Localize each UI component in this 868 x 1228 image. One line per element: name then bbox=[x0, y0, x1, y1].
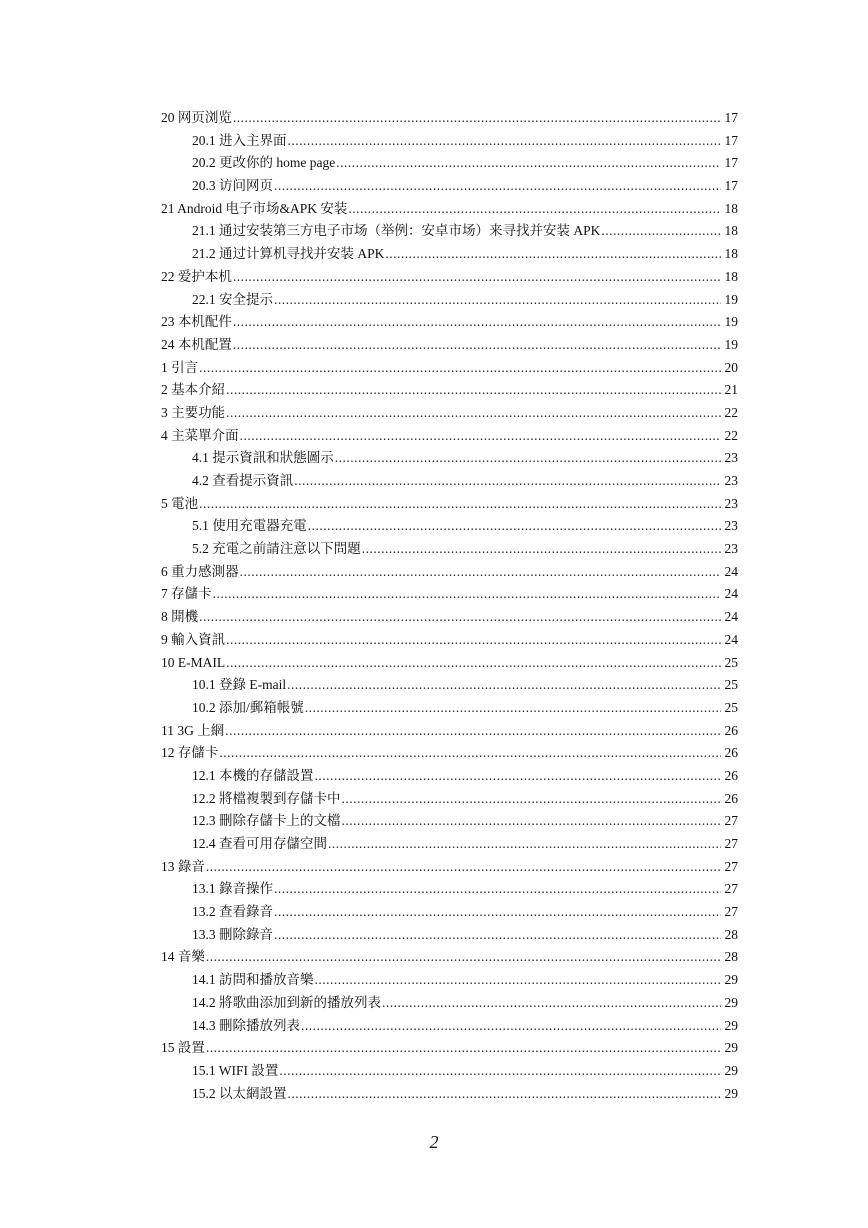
toc-dot-leader bbox=[385, 243, 721, 266]
toc-entry-title: 20.1 进入主界面 bbox=[192, 132, 287, 148]
toc-entry-page: 23 bbox=[724, 541, 738, 557]
toc-entry-title: 12.3 刪除存儲卡上的文檔 bbox=[192, 813, 341, 829]
toc-entry-title: 10.2 添加/郵箱帳號 bbox=[192, 699, 304, 715]
toc-dot-leader bbox=[274, 924, 721, 947]
toc-entry-page: 25 bbox=[724, 699, 738, 715]
toc-dot-leader bbox=[288, 1083, 722, 1106]
toc-entry[interactable] bbox=[161, 674, 738, 697]
toc-entry-page: 23 bbox=[724, 473, 738, 488]
toc-entry-page: 22 bbox=[724, 427, 738, 443]
toc-dot-leader bbox=[342, 810, 722, 833]
toc-entry[interactable] bbox=[161, 152, 738, 175]
toc-dot-leader bbox=[225, 720, 721, 743]
toc-dot-leader bbox=[226, 652, 721, 675]
toc-dot-leader bbox=[233, 107, 721, 130]
toc-entry-title: 12.4 查看可用存儲空間 bbox=[192, 836, 327, 851]
toc-entry[interactable] bbox=[161, 447, 738, 470]
toc-entry[interactable] bbox=[161, 107, 738, 130]
toc-entry[interactable] bbox=[161, 901, 738, 924]
toc-entry-page: 25 bbox=[724, 654, 738, 670]
toc-dot-leader bbox=[342, 788, 722, 811]
toc-entry-title: 14.3 刪除播放列表 bbox=[192, 1017, 300, 1033]
toc-entry[interactable] bbox=[161, 810, 738, 833]
toc-entry[interactable] bbox=[161, 561, 738, 584]
toc-entry[interactable] bbox=[161, 742, 738, 765]
toc-dot-leader bbox=[206, 946, 721, 969]
table-of-contents bbox=[161, 107, 738, 1105]
toc-dot-leader bbox=[308, 515, 721, 538]
toc-entry-page: 29 bbox=[724, 994, 738, 1010]
toc-entry-page: 17 bbox=[724, 110, 738, 125]
toc-entry[interactable] bbox=[161, 175, 738, 198]
toc-entry-page: 29 bbox=[724, 1062, 738, 1078]
toc-entry-page: 29 bbox=[724, 1040, 738, 1056]
toc-entry-title: 10 E-MAIL bbox=[161, 654, 226, 670]
toc-entry[interactable] bbox=[161, 765, 738, 788]
toc-dot-leader bbox=[294, 470, 721, 493]
toc-entry-page: 27 bbox=[724, 836, 738, 851]
toc-entry[interactable] bbox=[161, 1015, 738, 1038]
toc-entry-page: 18 bbox=[724, 200, 738, 216]
toc-entry-title: 20 网页浏览 bbox=[161, 110, 232, 125]
toc-entry[interactable] bbox=[161, 289, 738, 312]
toc-dot-leader bbox=[233, 311, 721, 334]
toc-entry-title: 7 存儲卡 bbox=[161, 586, 212, 602]
toc-dot-leader bbox=[328, 833, 721, 856]
toc-entry-page: 26 bbox=[724, 722, 738, 738]
toc-entry-title: 15.2 以太網設置 bbox=[192, 1085, 287, 1101]
toc-entry-page: 23 bbox=[724, 495, 738, 511]
toc-entry-page: 17 bbox=[724, 132, 738, 148]
toc-dot-leader bbox=[335, 447, 721, 470]
toc-entry[interactable] bbox=[161, 946, 738, 969]
toc-entry[interactable] bbox=[161, 606, 738, 629]
toc-dot-leader bbox=[274, 175, 721, 198]
toc-dot-leader bbox=[233, 266, 721, 289]
toc-entry-title: 5.2 充電之前請注意以下問題 bbox=[192, 541, 361, 557]
toc-dot-leader bbox=[240, 561, 721, 584]
toc-dot-leader bbox=[336, 152, 721, 175]
toc-dot-leader bbox=[315, 765, 722, 788]
toc-entry-page: 21 bbox=[724, 382, 738, 398]
toc-entry[interactable] bbox=[161, 357, 738, 380]
toc-entry[interactable] bbox=[161, 856, 738, 879]
toc-entry-title: 12.1 本機的存儲設置 bbox=[192, 767, 314, 783]
toc-entry-title: 24 本机配置 bbox=[161, 336, 232, 352]
toc-entry-title: 2 基本介紹 bbox=[161, 382, 226, 398]
toc-entry[interactable] bbox=[161, 1060, 738, 1083]
toc-entry[interactable] bbox=[161, 697, 738, 720]
page-number: 2 bbox=[429, 1132, 439, 1152]
toc-entry-title: 13.1 錄音操作 bbox=[192, 881, 273, 897]
toc-entry-title: 12 存儲卡 bbox=[161, 745, 219, 761]
toc-dot-leader bbox=[279, 1060, 721, 1083]
toc-dot-leader bbox=[213, 583, 721, 606]
toc-entry-title: 13 錄音 bbox=[161, 858, 205, 874]
toc-dot-leader bbox=[288, 130, 722, 153]
toc-entry[interactable] bbox=[161, 311, 738, 334]
toc-entry-page: 24 bbox=[724, 563, 738, 579]
toc-entry-title: 22.1 安全提示 bbox=[192, 291, 273, 307]
toc-entry-title: 1 引言 bbox=[161, 359, 199, 375]
toc-entry-page: 26 bbox=[724, 767, 738, 783]
toc-entry-title: 5.1 使用充電器充電 bbox=[192, 518, 307, 534]
toc-entry[interactable] bbox=[161, 402, 738, 425]
toc-entry-title: 20.3 访问网页 bbox=[192, 178, 273, 194]
toc-entry-page: 23 bbox=[724, 518, 738, 534]
toc-entry-page: 27 bbox=[724, 904, 738, 920]
toc-dot-leader bbox=[601, 220, 721, 243]
toc-entry-title: 11 3G 上網 bbox=[161, 722, 225, 738]
toc-entry-page: 18 bbox=[724, 268, 738, 284]
toc-entry[interactable] bbox=[161, 583, 738, 606]
toc-entry[interactable] bbox=[161, 243, 738, 266]
toc-entry[interactable] bbox=[161, 720, 738, 743]
toc-dot-leader bbox=[274, 289, 721, 312]
toc-dot-leader bbox=[348, 198, 721, 221]
toc-entry[interactable] bbox=[161, 470, 738, 493]
toc-entry-page: 18 bbox=[724, 246, 738, 262]
toc-entry-title: 15.1 WIFI 設置 bbox=[192, 1062, 279, 1078]
toc-entry-page: 19 bbox=[724, 336, 738, 352]
toc-dot-leader bbox=[240, 425, 721, 448]
toc-dot-leader bbox=[305, 697, 721, 720]
toc-entry[interactable] bbox=[161, 652, 738, 675]
toc-dot-leader bbox=[301, 1015, 721, 1038]
toc-entry[interactable] bbox=[161, 788, 738, 811]
toc-entry-page: 29 bbox=[724, 972, 738, 988]
toc-entry[interactable] bbox=[161, 833, 738, 856]
toc-dot-leader bbox=[199, 357, 721, 380]
toc-entry[interactable] bbox=[161, 924, 738, 947]
toc-entry-title: 13.3 刪除錄音 bbox=[192, 926, 273, 942]
toc-entry[interactable] bbox=[161, 629, 738, 652]
toc-entry-title: 8 開機 bbox=[161, 609, 199, 625]
toc-dot-leader bbox=[199, 606, 721, 629]
toc-entry[interactable] bbox=[161, 969, 738, 992]
toc-entry-title: 6 重力感測器 bbox=[161, 563, 239, 579]
toc-entry-page: 19 bbox=[724, 291, 738, 307]
toc-dot-leader bbox=[226, 379, 721, 402]
toc-entry[interactable] bbox=[161, 198, 738, 221]
toc-entry[interactable] bbox=[161, 334, 738, 357]
toc-entry-title: 4 主菜單介面 bbox=[161, 427, 239, 443]
toc-entry-page: 18 bbox=[724, 223, 738, 239]
toc-entry[interactable] bbox=[161, 878, 738, 901]
toc-dot-leader bbox=[274, 901, 721, 924]
toc-entry-title: 14.2 將歌曲添加到新的播放列表 bbox=[192, 994, 381, 1010]
toc-entry-title: 4.1 提示資訊和狀態圖示 bbox=[192, 450, 334, 466]
toc-entry-title: 22 爱护本机 bbox=[161, 268, 232, 284]
toc-entry-page: 27 bbox=[724, 858, 738, 874]
toc-entry-title: 13.2 查看錄音 bbox=[192, 904, 273, 920]
toc-entry-page: 27 bbox=[724, 881, 738, 897]
toc-entry[interactable] bbox=[161, 130, 738, 153]
toc-entry-page: 20 bbox=[724, 359, 738, 375]
toc-entry-title: 3 主要功能 bbox=[161, 404, 226, 420]
toc-entry[interactable] bbox=[161, 379, 738, 402]
toc-entry-title: 21.1 通过安装第三方电子市场（举例：安卓市场）来寻找并安装 APK bbox=[192, 223, 601, 239]
toc-entry[interactable] bbox=[161, 493, 738, 516]
toc-entry-page: 17 bbox=[724, 178, 738, 194]
toc-dot-leader bbox=[362, 538, 721, 561]
toc-entry-title: 15 設置 bbox=[161, 1040, 205, 1056]
toc-entry-page: 27 bbox=[724, 813, 738, 829]
toc-entry-title: 9 輸入資訊 bbox=[161, 631, 226, 647]
toc-entry[interactable] bbox=[161, 220, 738, 243]
toc-dot-leader bbox=[206, 1037, 721, 1060]
toc-entry-page: 22 bbox=[724, 404, 738, 420]
toc-dot-leader bbox=[382, 992, 721, 1015]
toc-dot-leader bbox=[287, 674, 721, 697]
toc-dot-leader bbox=[315, 969, 722, 992]
toc-entry[interactable] bbox=[161, 425, 738, 448]
toc-entry-page: 25 bbox=[724, 677, 738, 693]
toc-entry-page: 26 bbox=[724, 745, 738, 761]
toc-dot-leader bbox=[219, 742, 721, 765]
toc-entry-page: 29 bbox=[724, 1017, 738, 1033]
toc-entry[interactable] bbox=[161, 1083, 738, 1106]
toc-entry-title: 10.1 登錄 E-mail bbox=[192, 677, 287, 693]
toc-entry-page: 24 bbox=[724, 609, 738, 625]
toc-dot-leader bbox=[274, 878, 721, 901]
toc-entry-title: 14.1 訪問和播放音樂 bbox=[192, 972, 314, 988]
toc-entry-page: 24 bbox=[724, 631, 738, 647]
toc-entry-title: 23 本机配件 bbox=[161, 314, 232, 330]
toc-dot-leader bbox=[233, 334, 721, 357]
toc-dot-leader bbox=[199, 493, 721, 516]
toc-dot-leader bbox=[226, 402, 721, 425]
toc-entry[interactable] bbox=[161, 515, 738, 538]
toc-entry-title: 5 電池 bbox=[161, 495, 199, 511]
toc-entry-page: 24 bbox=[724, 586, 738, 602]
toc-entry-page: 29 bbox=[724, 1085, 738, 1101]
toc-entry-page: 26 bbox=[724, 790, 738, 806]
toc-entry-title: 12.2 將檔複製到存儲卡中 bbox=[192, 790, 341, 806]
toc-dot-leader bbox=[206, 856, 721, 879]
toc-entry-page: 28 bbox=[724, 949, 738, 965]
toc-entry[interactable] bbox=[161, 538, 738, 561]
toc-entry-title: 21.2 通过计算机寻找并安装 APK bbox=[192, 246, 385, 262]
toc-entry-title: 4.2 查看提示資訊 bbox=[192, 473, 294, 488]
toc-entry[interactable] bbox=[161, 992, 738, 1015]
toc-entry-title: 14 音樂 bbox=[161, 949, 205, 965]
toc-entry[interactable] bbox=[161, 266, 738, 289]
toc-entry-title: 20.2 更改你的 home page bbox=[192, 155, 336, 171]
toc-entry-page: 28 bbox=[724, 926, 738, 942]
toc-entry-title: 21 Android 电子市场&APK 安装 bbox=[161, 200, 348, 216]
toc-entry-page: 23 bbox=[724, 450, 738, 466]
toc-entry-page: 19 bbox=[724, 314, 738, 330]
toc-dot-leader bbox=[226, 629, 721, 652]
toc-entry[interactable] bbox=[161, 1037, 738, 1060]
toc-entry-page: 17 bbox=[724, 155, 738, 171]
